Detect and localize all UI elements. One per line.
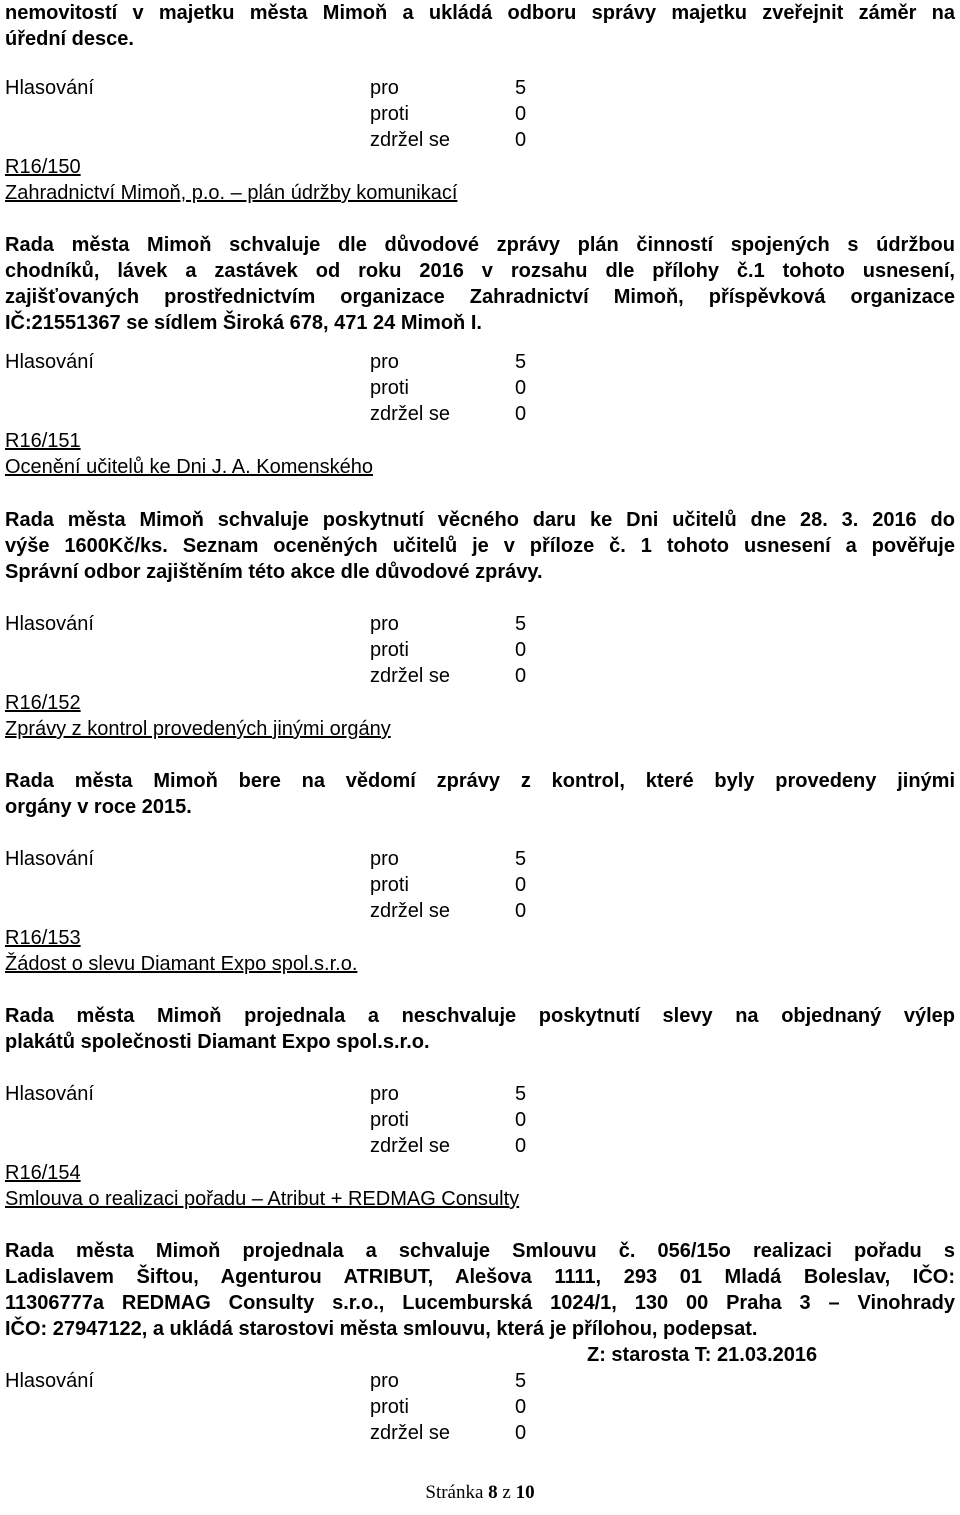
resolution-body-line: výše 1600Kč/ks. Seznam oceněných učitelů je v příloze č. 1 tohoto usnesení a pověřuje xyxy=(5,535,955,557)
resolution-body-line: plakátů společnosti Diamant Expo spol.s.r.o. xyxy=(5,1031,430,1053)
vote-pro-label: pro xyxy=(370,1083,399,1105)
footer-page-number: 8 xyxy=(488,1482,498,1503)
vote-zdrzel-count: 0 xyxy=(515,1422,527,1444)
vote-proti-label: proti xyxy=(370,103,409,125)
resolution-body-line: IČO: 27947122, a ukládá starostovi města smlouvu, která je přílohou, podepsat. xyxy=(5,1318,758,1340)
resolution-body-line: Rada města Mimoň schvaluje poskytnutí věcného daru ke Dni učitelů dne 28. 3. 2016 do xyxy=(5,509,955,531)
intro-line: úřední desce. xyxy=(5,28,134,50)
vote-zdrzel-label: zdržel se xyxy=(370,129,451,151)
intro-line: nemovitostí v majetku města Mimoň a ukládá odboru správy majetku zveřejnit záměr na xyxy=(5,2,955,24)
vote-title: Hlasování xyxy=(5,1083,94,1105)
resolution-body-line: zajišťovaných prostřednictvím organizace Zahradnictví Mimoň, příspěvková organizace xyxy=(5,286,955,308)
vote-proti-count: 0 xyxy=(515,1396,527,1418)
vote-title: Hlasování xyxy=(5,613,94,635)
vote-zdrzel-count: 0 xyxy=(515,900,527,922)
resolution-body-line: orgány v roce 2015. xyxy=(5,796,192,818)
vote-pro-count: 5 xyxy=(515,613,527,635)
vote-title: Hlasování xyxy=(5,77,94,99)
resolution-body-line: Rada města Mimoň projednala a schvaluje Smlouvu č. 056/15o realizaci pořadu s xyxy=(5,1240,955,1262)
vote-title: Hlasování xyxy=(5,1370,94,1392)
vote-zdrzel-label: zdržel se xyxy=(370,900,451,922)
resolution-number: R16/154 xyxy=(5,1162,81,1184)
vote-proti-count: 0 xyxy=(515,874,527,896)
vote-zdrzel-count: 0 xyxy=(515,129,527,151)
vote-title: Hlasování xyxy=(5,848,94,870)
vote-pro-label: pro xyxy=(370,351,399,373)
vote-pro-count: 5 xyxy=(515,351,527,373)
footer-separator: z xyxy=(502,1482,511,1503)
footer-prefix: Stránka xyxy=(425,1482,484,1503)
resolution-number: R16/151 xyxy=(5,430,81,452)
vote-proti-count: 0 xyxy=(515,1109,527,1131)
vote-zdrzel-label: zdržel se xyxy=(370,403,451,425)
vote-proti-count: 0 xyxy=(515,639,527,661)
resolution-title: Zprávy z kontrol provedených jinými orgány xyxy=(5,718,391,740)
vote-pro-count: 5 xyxy=(515,1370,527,1392)
vote-proti-label: proti xyxy=(370,1109,409,1131)
resolution-number: R16/152 xyxy=(5,692,81,714)
vote-zdrzel-label: zdržel se xyxy=(370,665,451,687)
resolution-number: R16/153 xyxy=(5,927,81,949)
vote-pro-count: 5 xyxy=(515,1083,527,1105)
vote-proti-count: 0 xyxy=(515,377,527,399)
vote-proti-label: proti xyxy=(370,377,409,399)
resolution-body-line: chodníků, lávek a zastávek od roku 2016 v rozsahu dle přílohy č.1 tohoto usnesení, xyxy=(5,260,955,282)
vote-proti-label: proti xyxy=(370,874,409,896)
vote-zdrzel-count: 0 xyxy=(515,665,527,687)
vote-proti-label: proti xyxy=(370,639,409,661)
vote-proti-count: 0 xyxy=(515,103,527,125)
vote-zdrzel-count: 0 xyxy=(515,1135,527,1157)
vote-pro-count: 5 xyxy=(515,77,527,99)
resolution-title: Zahradnictví Mimoň, p.o. – plán údržby komunikací xyxy=(5,182,458,204)
resolution-body-line: Rada města Mimoň projednala a neschvaluje poskytnutí slevy na objednaný výlep xyxy=(5,1005,955,1027)
resolution-title: Smlouva o realizaci pořadu – Atribut + REDMAG Consulty xyxy=(5,1188,520,1210)
vote-zdrzel-label: zdržel se xyxy=(370,1135,451,1157)
resolution-number: R16/150 xyxy=(5,156,81,178)
resolution-body-line: Správní odbor zajištěním této akce dle důvodové zprávy. xyxy=(5,561,543,583)
vote-pro-count: 5 xyxy=(515,848,527,870)
page-footer xyxy=(0,1480,960,1506)
resolution-body-line: 11306777a REDMAG Consulty s.r.o., Lucemburská 1024/1, 130 00 Praha 3 – Vinohrady xyxy=(5,1292,955,1314)
vote-pro-label: pro xyxy=(370,1370,399,1392)
resolution-title: Žádost o slevu Diamant Expo spol.s.r.o. xyxy=(5,953,358,975)
resolution-deadline: Z: starosta T: 21.03.2016 xyxy=(587,1344,818,1366)
resolution-body-line: IČ:21551367 se sídlem Široká 678, 471 24 Mimoň I. xyxy=(5,312,482,334)
resolution-title: Ocenění učitelů ke Dni J. A. Komenského xyxy=(5,456,373,478)
vote-zdrzel-label: zdržel se xyxy=(370,1422,451,1444)
vote-title: Hlasování xyxy=(5,351,94,373)
vote-pro-label: pro xyxy=(370,848,399,870)
vote-zdrzel-count: 0 xyxy=(515,403,527,425)
resolution-body-line: Rada města Mimoň bere na vědomí zprávy z kontrol, které byly provedeny jinými xyxy=(5,770,955,792)
vote-pro-label: pro xyxy=(370,613,399,635)
resolution-body-line: Rada města Mimoň schvaluje dle důvodové zprávy plán činností spojených s údržbou xyxy=(5,234,955,256)
vote-proti-label: proti xyxy=(370,1396,409,1418)
footer-page-total: 10 xyxy=(515,1482,535,1503)
vote-pro-label: pro xyxy=(370,77,399,99)
resolution-body-line: Ladislavem Šiftou, Agenturou ATRIBUT, Alešova 1111, 293 01 Mladá Boleslav, IČO: xyxy=(5,1266,955,1288)
